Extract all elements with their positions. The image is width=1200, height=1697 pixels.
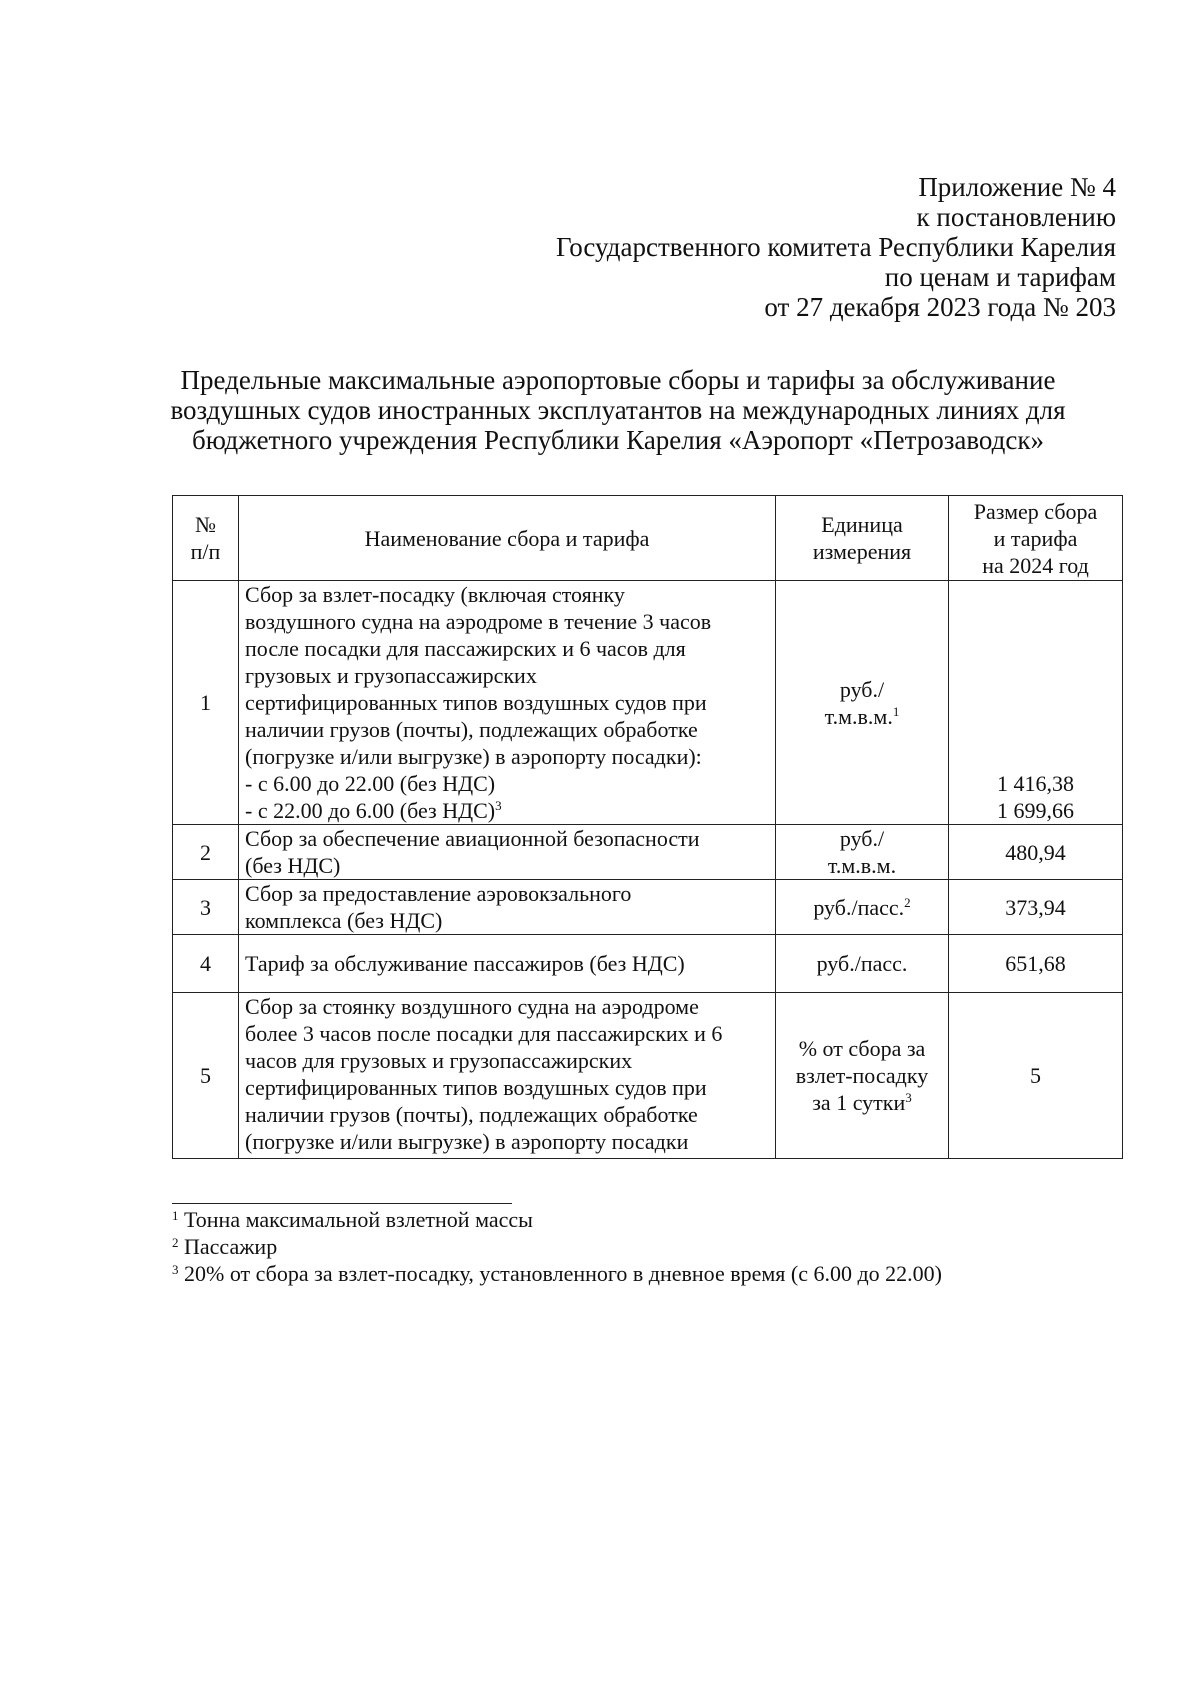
appendix-line: Приложение № 4 bbox=[918, 172, 1116, 202]
row-unit-text: за 1 сутки bbox=[812, 1090, 906, 1115]
row-name-line: Сбор за взлет-посадку (включая стоянку bbox=[245, 582, 625, 607]
footnote-text: 20% от сбора за взлет-посадку, установленного в дневное время (с 6.00 до 22.00) bbox=[184, 1261, 943, 1286]
row-name-line: Сбор за предоставление аэровокзального bbox=[245, 881, 632, 906]
row-name-line: наличии грузов (почты), подлежащих обработке bbox=[245, 1102, 698, 1127]
row-name-line: сертифицированных типов воздушных судов при bbox=[245, 1075, 707, 1100]
row-name-line: Тариф за обслуживание пассажиров (без НДС) bbox=[245, 951, 685, 976]
row-name-line: грузовых и грузопассажирских bbox=[245, 663, 537, 688]
row-num: 3 bbox=[173, 880, 239, 935]
footnote-text: Тонна максимальной взлетной массы bbox=[184, 1207, 533, 1232]
row-name-line: (погрузке и/или выгрузке) в аэропорту посадки bbox=[245, 1129, 689, 1154]
footnote-item bbox=[172, 1260, 942, 1287]
row-value: 480,94 bbox=[949, 825, 1123, 880]
header-num-line: п/п bbox=[190, 539, 221, 564]
footnote-ref: 3 bbox=[495, 798, 502, 813]
footnote-mark: 2 bbox=[172, 1235, 179, 1250]
header-unit bbox=[776, 496, 949, 581]
document-title bbox=[140, 365, 1096, 455]
appendix-header bbox=[556, 172, 1116, 322]
row-name-line: (без НДС) bbox=[245, 853, 341, 878]
header-num bbox=[173, 496, 239, 581]
footnote-item bbox=[172, 1233, 942, 1260]
row-unit bbox=[776, 581, 949, 825]
row-unit-text: руб./пасс. bbox=[813, 894, 905, 920]
row-name-line: воздушного судна на аэродроме в течение 3 часов bbox=[245, 609, 712, 634]
row-name-line: наличии грузов (почты), подлежащих обработке bbox=[245, 717, 698, 742]
row-name-line: комплекса (без НДС) bbox=[245, 908, 443, 933]
row-num: 2 bbox=[173, 825, 239, 880]
row-num: 1 bbox=[173, 581, 239, 825]
row-unit bbox=[776, 825, 949, 880]
row-name-line: часов для грузовых и грузопассажирских bbox=[245, 1048, 633, 1073]
row-name-line: после посадки для пассажирских и 6 часов для bbox=[245, 636, 686, 661]
row-unit: руб./пасс. bbox=[776, 935, 949, 993]
footnote-ref: 3 bbox=[905, 1090, 912, 1105]
title-line: бюджетного учреждения Республики Карелия «Аэропорт «Петрозаводск» bbox=[192, 425, 1044, 455]
table-row bbox=[173, 880, 1123, 935]
row-value-line: 1 699,66 bbox=[997, 798, 1074, 823]
header-value-line: на 2024 год bbox=[982, 552, 1089, 578]
tariffs-table bbox=[172, 495, 1123, 1159]
row-unit-line: руб./ bbox=[839, 676, 885, 702]
row-name bbox=[239, 825, 776, 880]
header-name: Наименование сбора и тарифа bbox=[239, 496, 776, 581]
table-row bbox=[173, 825, 1123, 880]
footnotes bbox=[172, 1206, 942, 1287]
row-num: 5 bbox=[173, 993, 239, 1159]
title-line: воздушных судов иностранных эксплуатантов на международных линиях для bbox=[170, 395, 1066, 425]
row-name bbox=[239, 880, 776, 935]
appendix-line: к постановлению bbox=[916, 202, 1116, 232]
row-unit bbox=[776, 880, 949, 935]
row-name-line: Сбор за стоянку воздушного судна на аэродроме bbox=[245, 994, 699, 1019]
row-unit-line: руб./ bbox=[839, 826, 885, 851]
appendix-line: Государственного комитета Республики Карелия bbox=[555, 232, 1116, 262]
row-value-line: 1 416,38 bbox=[997, 771, 1074, 796]
row-unit-line: т.м.в.м. bbox=[827, 853, 897, 878]
row-name bbox=[239, 581, 776, 825]
header-value-line: Размер сбора bbox=[973, 498, 1098, 524]
row-name-line: Сбор за обеспечение авиационной безопасности bbox=[245, 826, 700, 851]
appendix-line: по ценам и тарифам bbox=[884, 262, 1116, 292]
footnote-mark: 3 bbox=[172, 1262, 179, 1277]
table-header-row bbox=[173, 496, 1123, 581]
footnote-item bbox=[172, 1206, 942, 1233]
header-value-line: и тарифа bbox=[993, 525, 1078, 551]
footnote-ref: 1 bbox=[892, 703, 900, 719]
row-name-line: - с 6.00 до 22.00 (без НДС) bbox=[245, 771, 496, 796]
row-unit bbox=[776, 993, 949, 1159]
row-name-line: сертифицированных типов воздушных судов при bbox=[245, 690, 707, 715]
header-value bbox=[949, 496, 1123, 581]
title-line: Предельные максимальные аэропортовые сборы и тарифы за обслуживание bbox=[180, 365, 1056, 395]
row-name-line: (погрузке и/или выгрузке) в аэропорту посадки): bbox=[245, 744, 702, 769]
row-value bbox=[949, 581, 1123, 825]
row-name-line bbox=[245, 797, 769, 824]
row-unit-line bbox=[782, 1089, 942, 1116]
footnote-divider bbox=[172, 1203, 512, 1204]
row-name-text: - с 22.00 до 6.00 (без НДС) bbox=[245, 798, 496, 823]
row-name bbox=[239, 993, 776, 1159]
header-num-line: № bbox=[195, 512, 216, 537]
header-unit-line: Единица bbox=[821, 512, 903, 537]
row-num: 4 bbox=[173, 935, 239, 993]
table-row bbox=[173, 993, 1123, 1159]
footnote-text: Пассажир bbox=[184, 1234, 278, 1259]
row-name-line: более 3 часов после посадки для пассажирских и 6 bbox=[245, 1021, 723, 1046]
row-unit-line: взлет-посадку bbox=[795, 1063, 929, 1088]
header-unit-line: измерения bbox=[812, 539, 912, 564]
footnote-mark: 1 bbox=[172, 1208, 179, 1223]
row-unit-text: т.м.в.м. bbox=[824, 703, 893, 729]
table-row bbox=[173, 581, 1123, 825]
row-unit-line: % от сбора за bbox=[798, 1036, 926, 1061]
row-value: 5 bbox=[949, 993, 1123, 1159]
row-value: 373,94 bbox=[949, 880, 1123, 935]
row-value: 651,68 bbox=[949, 935, 1123, 993]
table-row bbox=[173, 935, 1123, 993]
row-name bbox=[239, 935, 776, 993]
row-unit-line bbox=[782, 703, 942, 730]
appendix-line: от 27 декабря 2023 года № 203 bbox=[764, 292, 1116, 322]
footnote-ref: 2 bbox=[904, 894, 911, 910]
